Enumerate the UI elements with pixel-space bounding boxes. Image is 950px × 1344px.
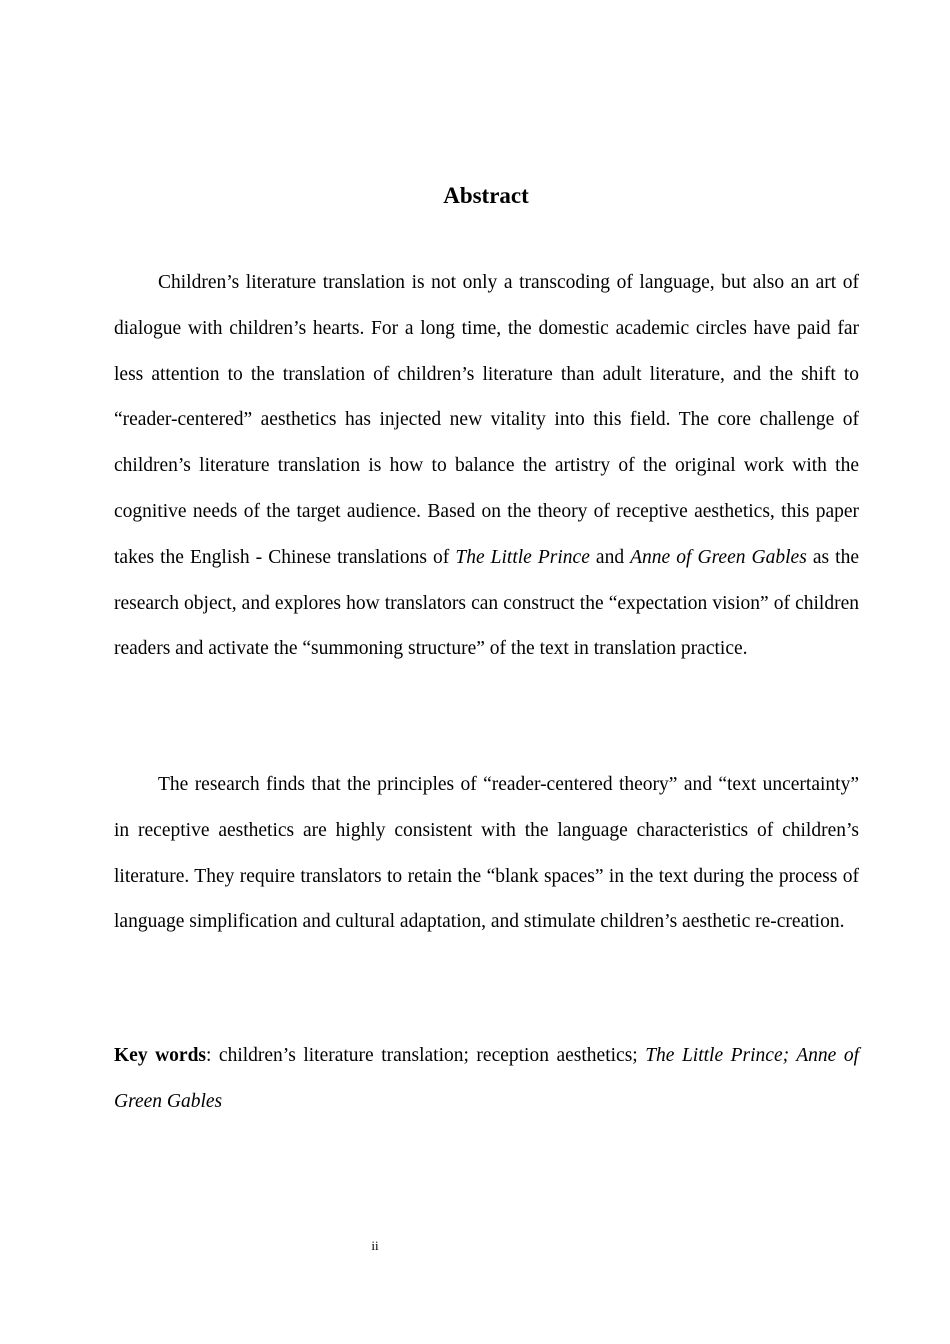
keywords-line [114, 1033, 859, 1125]
keywords-plain: : children’s literature translation; reception aesthetics; [206, 1045, 646, 1066]
book-title-anne-of-green-gables: Anne of Green Gables [630, 546, 807, 568]
book-title-little-prince: The Little Prince [455, 546, 590, 568]
keywords-italic: The Little Prince; Anne of Green Gables [114, 1045, 859, 1112]
paragraph-1-conjunction: and [589, 546, 631, 568]
abstract-title: Abstract [443, 183, 529, 208]
paragraph-1-text-start: Children’s literature translation is not only a transcoding of language, but also an art of dialogue with children’s hearts. For a long time, the domestic academic circles have paid far less attention to the translation of children’s literature than adult literature, and the shift to “reader-centered” aesthetics has injected new vitality into this field. The core challenge of children’s literature translation is how to balance the artistry of the original work with the cognitive needs of the target audience. Based on the theory of receptive aesthetics, this paper takes the English - Chinese translations of [114, 272, 859, 568]
page-number: ii [371, 1238, 379, 1253]
abstract-paragraph-2: The research finds that the principles of “reader-centered theory” and “text uncertainty” in receptive aesthetics are highly consistent with the language characteristics of children’s literature. They require translators to retain the “blank spaces” in the text during the process of language simplification and cultural adaptation, and stimulate children’s aesthetic re-creation. [114, 774, 859, 933]
paragraph-1-text-end: as the research object, and explores how translators can construct the “expectation vision” of children readers and activate the “summoning structure” of the text in translation practice. [114, 546, 859, 660]
abstract-paragraph-1 [114, 260, 859, 672]
keywords-label: Key words [114, 1045, 206, 1066]
